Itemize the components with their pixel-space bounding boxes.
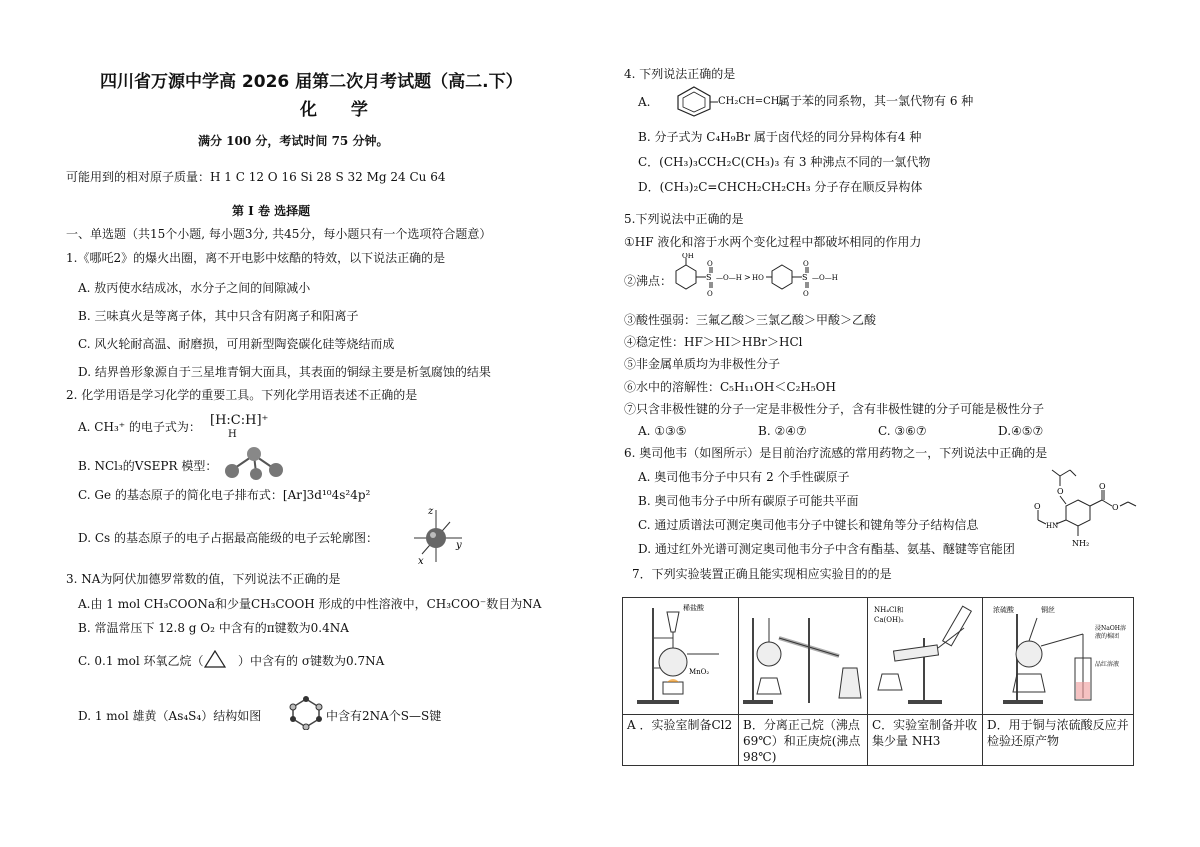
nh2-label: NH₂ — [1072, 539, 1090, 548]
caption-a-cell — [623, 715, 739, 766]
label-dilute-hcl: 稀盐酸 — [683, 604, 704, 612]
vsepr-model-figure — [220, 445, 284, 481]
subject-title: 化 学 — [300, 100, 382, 120]
q5-stem: 5.下列说法中正确的是 — [624, 212, 744, 226]
q2-option-d-label: D. Cs 的基态原子的电子占据最高能级的电子云轮廓图： — [78, 531, 378, 545]
section-instruction: 一、单选题（共15个小题, 每小题3分, 共45分，每小题只有一个选项符合题意） — [66, 227, 492, 241]
apparatus-c-figure — [868, 598, 982, 711]
svg-text:S: S — [706, 273, 712, 282]
q3-option-b: B. 常温常压下 12.8 g O₂ 中含有的π键数为0.4NA — [78, 621, 349, 635]
oseltamivir-structure-figure — [1032, 462, 1140, 554]
q5-statement-4: ④稳定性：HF＞HI＞HBr＞HCl — [624, 335, 803, 349]
caption-d-cell — [983, 715, 1134, 766]
section-heading: 第 I 卷 选择题 — [232, 204, 311, 218]
q3-option-d-post: 中含有2NA个S—S键 — [326, 709, 442, 723]
benzene-ring-figure — [670, 84, 718, 118]
q5-option-d: D.④⑤⑦ — [998, 424, 1044, 438]
svg-text:HN: HN — [1046, 522, 1059, 530]
label-naoh-cotton-2: 液的棉团 — [1095, 633, 1120, 640]
q4-stem: 4. 下列说法正确的是 — [624, 67, 736, 81]
svg-text:O: O — [803, 290, 809, 298]
q2-option-b-label: B. NCl₃的VSEPR 模型： — [78, 459, 218, 473]
svg-text:O: O — [1112, 503, 1119, 512]
svg-text:—O—H: —O—H — [716, 274, 742, 282]
q3-option-c-pre: C. 0.1 mol 环氧乙烷（ — [78, 654, 204, 668]
q5-option-b: B. ②④⑦ — [758, 424, 807, 438]
caption-c: C．实验室制备并收集少量 NH3 — [872, 718, 978, 748]
svg-text:O: O — [1057, 487, 1064, 496]
q1-stem: 1.《哪吒2》的爆火出圈，离不开电影中炫酷的特效，以下说法正确的是 — [66, 251, 446, 265]
label-naoh-cotton-1: 浸NaOH溶 — [1095, 625, 1126, 632]
q2-stem: 2. 化学用语是学习化学的重要工具。下列化学用语表述不正确的是 — [66, 388, 418, 402]
q1-option-c: C. 风火轮耐高温、耐磨损，可用新型陶瓷碳化硅等烧结而成 — [78, 337, 395, 351]
q5-statement-5: ⑤非金属单质均为非极性分子 — [624, 357, 781, 371]
q3-stem: 3. NA为阿伏加德罗常数的值，下列说法不正确的是 — [66, 572, 341, 586]
q1-option-b: B. 三味真火是等离子体，其中只含有阴离子和阳离子 — [78, 309, 359, 323]
svg-text:O: O — [707, 260, 713, 268]
apparatus-b-cell — [739, 598, 868, 715]
q4-option-a-substituent: CH₂CH=CH₂ — [718, 96, 784, 107]
q5-statement-1: ①HF 液化和溶于水两个变化过程中都破坏相同的作用力 — [624, 235, 922, 249]
label-copper-wire: 铜丝 — [1041, 606, 1055, 614]
svg-text:S: S — [802, 273, 808, 282]
label-mno2: MnO₂ — [689, 668, 710, 676]
q3-option-c-post: ）中含有的 σ键数为0.7NA — [238, 654, 385, 668]
caption-a: A ．实验室制备Cl2 — [627, 718, 733, 732]
q5-option-a: A. ①③⑤ — [638, 424, 687, 438]
q4-option-a-text: 属于苯的同系物，其一氯代物有 6 种 — [778, 94, 974, 108]
exam-title: 四川省万源中学高 2026 届第二次月考试题（高二.下） — [100, 72, 523, 92]
q4-option-c: C．(CH₃)₃CCH₂C(CH₃)₃ 有 3 种沸点不同的一氯代物 — [638, 155, 931, 169]
caption-c-cell — [868, 715, 983, 766]
label-caoh2: Ca(OH)₂ — [874, 616, 904, 624]
label-conc-h2so4: 浓硫酸 — [993, 606, 1014, 614]
q5-option-c: C. ③⑥⑦ — [878, 424, 927, 438]
axis-z-label: z — [428, 506, 434, 517]
caption-d: D．用于铜与浓硫酸反应并检验还原产物 — [987, 718, 1129, 748]
q1-option-d: D. 结界兽形象源自于三星堆青铜大面具，其表面的铜绿主要是析氢腐蚀的结果 — [78, 365, 491, 379]
q7-apparatus-table — [622, 597, 1134, 766]
q6-stem: 6. 奥司他韦（如图所示）是目前治疗流感的常用药物之一，下列说法中正确的是 — [624, 446, 1048, 460]
caption-b-cell — [739, 715, 868, 766]
q7-stem: 7．下列实验装置正确且能实现相应实验目的的是 — [632, 567, 892, 581]
q3-option-a: A.由 1 mol CH₃COONa和少量CH₃COOH 形成的中性溶液中，CH₃COO⁻数目为NA — [78, 597, 542, 611]
q6-option-d: D. 通过红外光谱可测定奥司他韦分子中含有酯基、氨基、醚键等官能团 — [638, 542, 1015, 556]
q4-option-b: B. 分子式为 C₄H₉Br 属于卤代烃的同分异构体有4 种 — [638, 130, 922, 144]
axis-y-label: y — [456, 540, 462, 551]
svg-text:>: > — [744, 273, 751, 282]
atomic-masses: 可能用到的相对原子质量：H 1 C 12 O 16 Si 28 S 32 Mg 24 Cu 64 — [66, 170, 446, 184]
q5-statement-7: ⑦只含非极性键的分子一定是非极性分子，含有非极性键的分子可能是极性分子 — [624, 402, 1045, 416]
q4-option-a-label: A. — [638, 95, 651, 109]
axis-x-label: x — [418, 556, 424, 566]
q2-option-a-label: A. CH₃⁺ 的电子式为： — [78, 420, 201, 434]
q1-option-a: A. 敖丙使水结成冰，水分子之间的间隙减小 — [78, 281, 311, 295]
ethylene-oxide-figure — [202, 648, 228, 670]
ch3-electron-formula: [H:C:H]⁺ — [210, 413, 269, 428]
svg-text:O: O — [1099, 482, 1106, 491]
apparatus-b-figure — [739, 598, 867, 711]
ch3-electron-formula-h: H — [228, 429, 237, 440]
q5-statement-6: ⑥水中的溶解性：C₅H₁₁OH＜C₂H₅OH — [624, 380, 836, 394]
q6-option-a: A. 奥司他韦分子中只有 2 个手性碳原子 — [638, 470, 850, 484]
apparatus-a-figure — [623, 598, 738, 711]
svg-text:—O—H: —O—H — [812, 274, 838, 282]
apparatus-d-figure — [983, 598, 1133, 711]
caption-b: B．分离正己烷（沸点69℃）和正庚烷(沸点98℃) — [743, 718, 861, 764]
apparatus-a-cell — [623, 598, 739, 715]
svg-text:O: O — [707, 290, 713, 298]
svg-text:OH: OH — [682, 253, 694, 260]
apparatus-d-cell — [983, 598, 1134, 715]
realgar-structure-figure — [288, 696, 324, 730]
svg-text:O: O — [803, 260, 809, 268]
label-nh4cl: NH₄Cl和 — [874, 606, 904, 614]
exam-info: 满分 100 分，考试时间 75 分钟。 — [198, 134, 389, 148]
electron-cloud-figure — [410, 506, 466, 566]
svg-text:HO: HO — [752, 274, 764, 282]
q5-statement-2-label: ②沸点： — [624, 274, 673, 288]
q5-statement-3: ③酸性强弱：三氟乙酸＞三氯乙酸＞甲酸＞乙酸 — [624, 313, 877, 327]
label-magenta: 品红溶液 — [1095, 661, 1120, 668]
q6-option-b: B. 奥司他韦分子中所有碳原子可能共平面 — [638, 494, 859, 508]
q3-option-d-pre: D. 1 mol 雄黄（As₄S₄）结构如图 — [78, 709, 262, 723]
q6-option-c: C. 通过质谱法可测定奥司他韦分子中键长和键角等分子结构信息 — [638, 518, 979, 532]
q2-option-c: C. Ge 的基态原子的简化电子排布式：[Ar]3d¹⁰4s²4p² — [78, 488, 371, 502]
boiling-point-structures-figure — [672, 253, 858, 301]
q4-option-d: D．(CH₃)₂C=CHCH₂CH₂CH₃ 分子存在顺反异构体 — [638, 180, 923, 194]
svg-text:O: O — [1034, 502, 1041, 511]
apparatus-c-cell — [868, 598, 983, 715]
